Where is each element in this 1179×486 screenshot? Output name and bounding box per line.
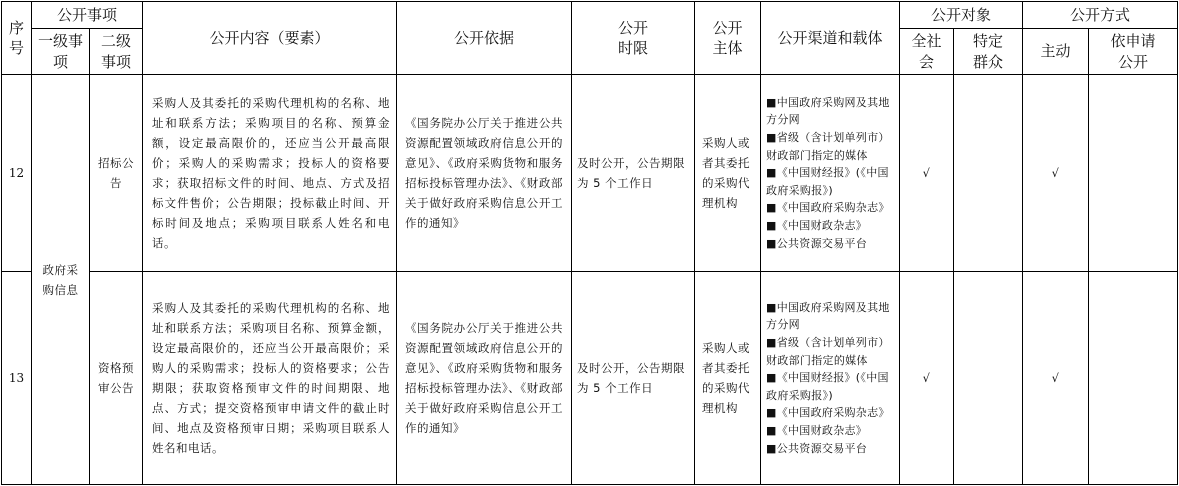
row-level2: 招标公 告 xyxy=(90,75,143,272)
row-subject: 采购人或者其委托的采购代理机构 xyxy=(695,272,761,485)
row-deadline: 及时公开，公告期限为 5 个工作日 xyxy=(572,75,695,272)
row-method-active-check: √ xyxy=(1023,272,1089,485)
header-method-request: 依申请 公开 xyxy=(1089,29,1178,75)
row-basis: 《国务院办公厅关于推进公共资源配置领域政府信息公开的意见》、《政府采购货物和服务招标投标管理办法》、《财政部关于做好政府采购信息公开工作的通知》 xyxy=(397,272,572,485)
row-deadline: 及时公开，公告期限为 5 个工作日 xyxy=(572,272,695,485)
row-level2: 资格预 审公告 xyxy=(90,272,143,485)
row-channels: ■中国政府采购网及其地方分网 ■省级（含计划单列市）财政部门指定的媒体 ■《中国财经报》(《中国政府采购报》) ■《中国政府采购杂志》 ■《中国财政杂志》 ■公共资源交易平台 xyxy=(761,272,900,485)
header-target-public: 全社 会 xyxy=(900,29,954,75)
row-target-public-check: √ xyxy=(900,272,954,485)
row-content: 采购人及其委托的采购代理机构的名称、地址和联系方法；采购项目的名称、预算金额，设定最高限价的，还应当公开最高限价；采购人的采购需求；投标人的资格要求；获取招标文件的时间、地点、方式及招标文件售价；公告期限；投标截止时间、开标时间及地点；采购项目联系人姓名和电话。 xyxy=(143,75,397,272)
header-basis: 公开依据 xyxy=(397,2,572,75)
row-channels: ■中国政府采购网及其地方分网 ■省级（含计划单列市）财政部门指定的媒体 ■《中国财经报》(《中国政府采购报》) ■《中国政府采购杂志》 ■《中国财政杂志》 ■公共资源交易平台 xyxy=(761,75,900,272)
disclosure-table xyxy=(1,1,1178,485)
header-channels: 公开渠道和载体 xyxy=(761,2,900,75)
header-items-group: 公开事项 xyxy=(32,2,143,29)
row-method-request xyxy=(1089,75,1178,272)
row-seq: 12 xyxy=(2,75,32,272)
header-method-group: 公开方式 xyxy=(1023,2,1178,29)
table-row xyxy=(2,75,1178,272)
header-method-active: 主动 xyxy=(1023,29,1089,75)
header-subject: 公开 主体 xyxy=(695,2,761,75)
row-basis: 《国务院办公厅关于推进公共资源配置领域政府信息公开的意见》、《政府采购货物和服务招标投标管理办法》、《财政部关于做好政府采购信息公开工作的通知》 xyxy=(397,75,572,272)
header-target-specific: 特定 群众 xyxy=(954,29,1023,75)
row-seq: 13 xyxy=(2,272,32,485)
header-seq: 序 号 xyxy=(2,2,32,75)
header-level1: 一级事 项 xyxy=(32,29,90,75)
header-content: 公开内容（要素） xyxy=(143,2,397,75)
row-content: 采购人及其委托的采购代理机构的名称、地址和联系方法；采购项目名称、预算金额，设定最高限价的，还应当公开最高限价；采购人的采购需求；投标人的资格要求；公告期限；获取资格预审文件的时间期限、地点、方式；提交资格预审申请文件的截止时间、地点及资格预审日期；采购项目联系人姓名和电话。 xyxy=(143,272,397,485)
level1-category: 政府采 购信息 xyxy=(32,75,90,485)
row-method-request xyxy=(1089,272,1178,485)
table-row xyxy=(2,272,1178,485)
header-level2: 二级 事项 xyxy=(90,29,143,75)
row-target-public-check: √ xyxy=(900,75,954,272)
header-deadline: 公开 时限 xyxy=(572,2,695,75)
row-method-active-check: √ xyxy=(1023,75,1089,272)
header-target-group: 公开对象 xyxy=(900,2,1023,29)
row-target-specific xyxy=(954,272,1023,485)
row-subject: 采购人或者其委托的采购代理机构 xyxy=(695,75,761,272)
row-target-specific xyxy=(954,75,1023,272)
